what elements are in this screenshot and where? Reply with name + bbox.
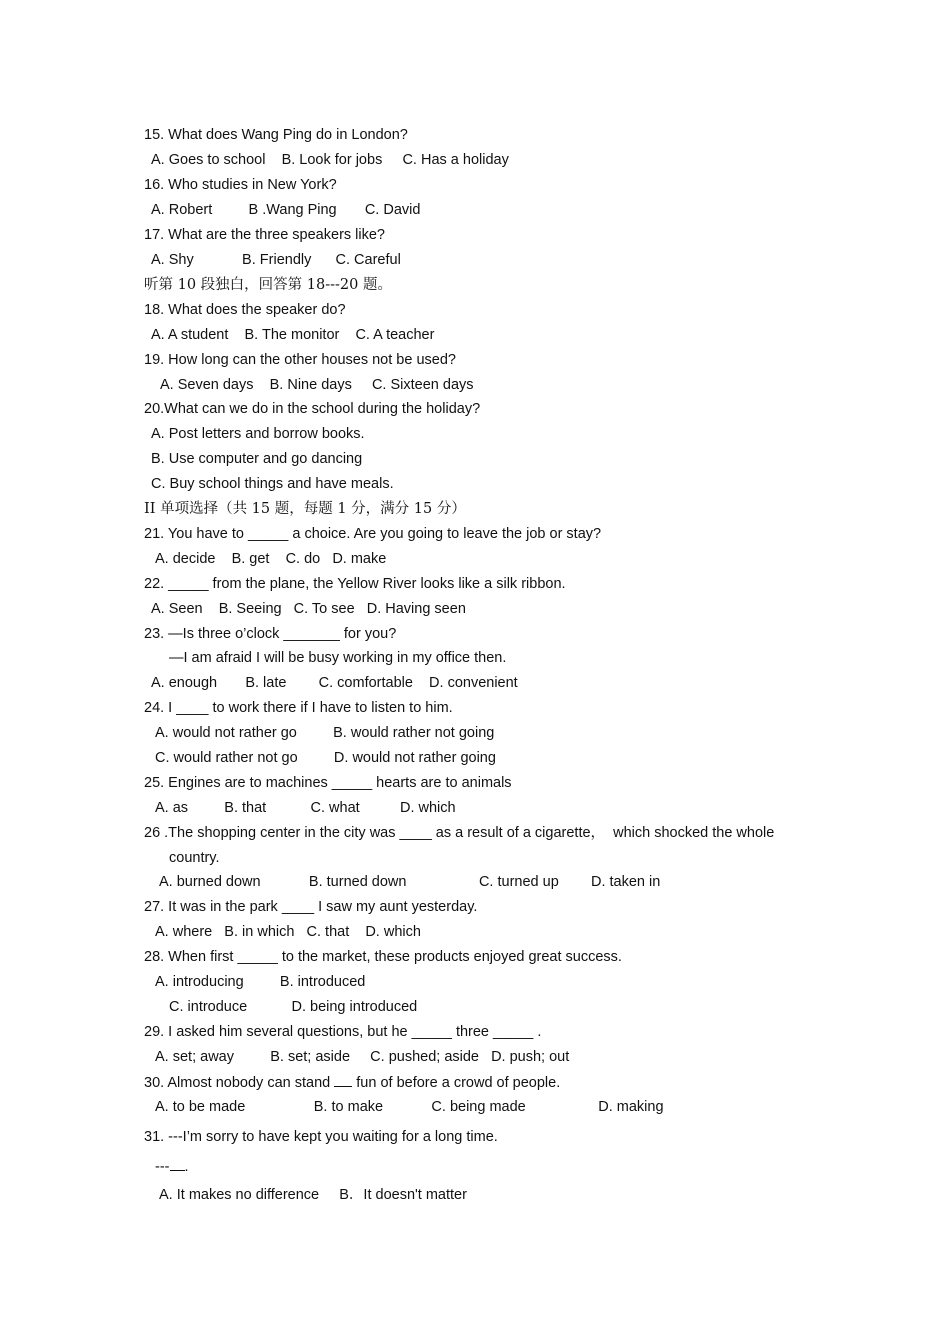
question-18-options: A. A student B. The monitor C. A teacher [151,327,435,343]
question-23-reply: —I am afraid I will be busy working in my office then. [169,650,507,666]
question-24: 24. I ____ to work there if I have to listen to him. [144,700,453,716]
answer-blank [334,1072,352,1087]
question-25: 25. Engines are to machines _____ hearts are to animals [144,775,512,791]
question-26-options: A. burned down B. turned down C. turned up D. taken in [159,874,661,890]
reply-dashes: --- [155,1159,170,1175]
section-heading-single-choice: II 单项选择（共 15 题，每题 1 分，满分 15 分） [144,501,466,517]
question-24-options-cd: C. would rather not go D. would not rather going [155,750,496,766]
question-24-options-ab: A. would not rather go B. would rather not going [155,725,495,741]
question-26-continuation: country. [169,850,220,866]
question-23-options: A. enough B. late C. comfortable D. convenient [151,675,518,691]
question-30-options: A. to be made B. to make C. being made D. making [155,1099,664,1115]
question-20: 20.What can we do in the school during the holiday? [144,401,481,417]
question-29-options: A. set; away B. set; aside C. pushed; aside D. push; out [155,1049,570,1065]
question-20-option-a: A. Post letters and borrow books. [151,426,365,442]
question-26: 26 .The shopping center in the city was ____ as a result of a cigarette， which shocked the whole [144,825,775,841]
question-31: 31. ---I’m sorry to have kept you waiting for a long time. [144,1129,498,1145]
question-30-tail: fun of before a crowd of people. [356,1075,561,1091]
question-16-options: A. Robert B .Wang Ping C. David [151,202,421,218]
question-19-options: A. Seven days B. Nine days C. Sixteen days [160,377,474,393]
reply-period: . [184,1159,189,1175]
question-30-stem: 30. Almost nobody can stand [144,1075,331,1091]
section-instruction-monologue: 听第 10 段独白，回答第 18---20 题。 [144,277,392,293]
question-17-options: A. Shy B. Friendly C. Careful [151,252,401,268]
question-28-options-cd: C. introduce D. being introduced [169,999,418,1015]
question-15: 15. What does Wang Ping do in London? [144,127,408,143]
question-18: 18. What does the speaker do? [144,302,346,318]
question-19: 19. How long can the other houses not be used? [144,352,456,368]
question-29: 29. I asked him several questions, but he _____ three _____ . [144,1024,542,1040]
question-20-option-b: B. Use computer and go dancing [151,451,363,467]
question-28: 28. When first _____ to the market, these products enjoyed great success. [144,949,622,965]
question-31-reply [155,1156,189,1177]
question-16: 16. Who studies in New York? [144,177,337,193]
question-17: 17. What are the three speakers like? [144,227,385,243]
question-27: 27. It was in the park ____ I saw my aunt yesterday. [144,899,478,915]
question-22: 22. _____ from the plane, the Yellow River looks like a silk ribbon. [144,576,566,592]
question-31-options: A. It makes no difference B．It doesn't matter [159,1187,467,1203]
question-15-options: A. Goes to school B. Look for jobs C. Has a holiday [151,152,509,168]
question-21: 21. You have to _____ a choice. Are you going to leave the job or stay? [144,526,602,542]
question-20-option-c: C. Buy school things and have meals. [151,476,394,492]
question-27-options: A. where B. in which C. that D. which [155,924,421,940]
question-25-options: A. as B. that C. what D. which [155,800,456,816]
answer-blank [170,1156,185,1171]
question-21-options: A. decide B. get C. do D. make [155,551,387,567]
question-30 [144,1072,560,1093]
question-22-options: A. Seen B. Seeing C. To see D. Having seen [151,601,466,617]
question-28-options-ab: A. introducing B. introduced [155,974,366,990]
question-23: 23. —Is three o’clock _______ for you? [144,626,397,642]
